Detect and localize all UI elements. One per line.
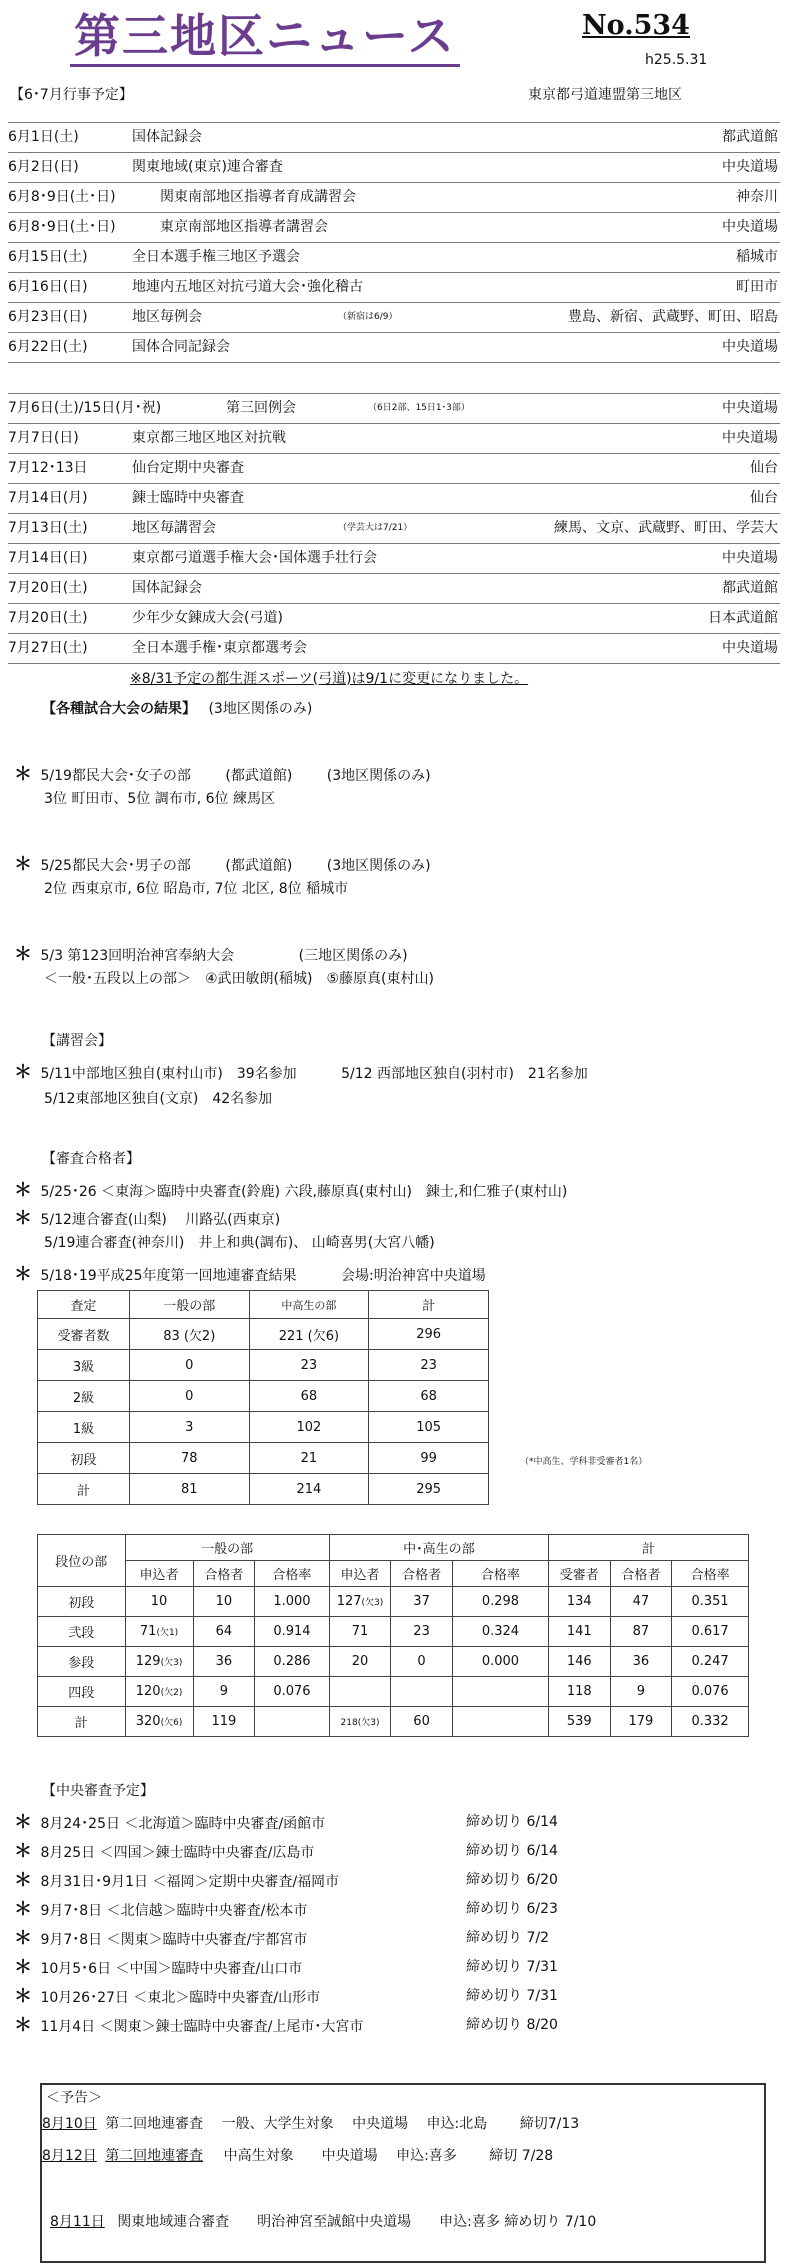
passer-line: 5/19連合審査(神奈川) 井上和典(調布)、 山崎喜男(大宮八幡): [44, 1235, 435, 1251]
bullet-asterisk-icon: ＊: [14, 944, 32, 965]
table-row: 初段 78 21 99: [38, 1443, 489, 1474]
passer-line: ＊ 5/25･26 ＜東海＞臨時中央審査(鈴鹿) 六段,藤原真(東村山) 錬士,和仁雅子(東村山): [14, 1180, 568, 1201]
bullet-asterisk-icon: ＊: [14, 1986, 32, 2007]
preview-heading: ＜予告＞: [46, 2090, 102, 2106]
preview-item: 8月10日 第二回地連審査 一般、大学生対象 中央道場 申込:北島 締切7/13: [42, 2116, 580, 2132]
bullet-asterisk-icon: ＊: [14, 1928, 32, 1949]
seminar-line: 5/12東部地区独自(文京) 42名参加: [44, 1091, 273, 1107]
exam-deadline: 締め切り 6/23: [466, 1901, 558, 1917]
schedule-section-label: 【6･7月行事予定】: [10, 87, 133, 103]
schedule-row: 7月12･13日 仙台定期中央審査 仙台: [8, 454, 780, 484]
result-item: ＊ 5/19都民大会･女子の部 (都武道館) (3地区関係のみ): [14, 764, 431, 785]
schedule-row: 6月8･9日(土･日) 東京南部地区指導者講習会 中央道場: [8, 213, 780, 243]
table-row: 2級 0 68 68: [38, 1381, 489, 1412]
exam-item: ＊ 9月7･8日 ＜北信越＞臨時中央審査/松本市: [14, 1899, 308, 1920]
issue-date: h25.5.31: [645, 52, 708, 68]
bullet-asterisk-icon: ＊: [14, 764, 32, 785]
schedule-row: 7月27日(土) 全日本選手権･東京都選考会 中央道場: [8, 634, 780, 664]
exam-item: ＊ 9月7･8日 ＜関東＞臨時中央審査/宇都宮市: [14, 1928, 308, 1949]
bullet-asterisk-icon: ＊: [14, 1062, 32, 1083]
table-row: 参段 129(欠3) 36 0.286 20 0 0.000 146 36 0.247: [38, 1647, 749, 1677]
results-heading: 【各種試合大会の結果】 (3地区関係のみ): [42, 701, 313, 717]
issue-number: No.534: [582, 10, 690, 41]
exam-deadline: 締め切り 6/14: [466, 1843, 558, 1859]
kyu-results-table: 査定 一般の部 中高生の部 計 受審者数 83 (欠2) 221 (欠6) 296 3級 0 23 23 2級 0 68 68 1級 3 102 105 初段 78 21 99 計 81 214 295: [37, 1290, 489, 1505]
preview-item: 8月11日 関東地域連合審査 明治神宮至誠館中央道場 申込:喜多 締め切り 7/10: [50, 2214, 597, 2230]
june-schedule: [8, 122, 780, 363]
result-item: ＊ 5/3 第123回明治神宮奉納大会 (三地区関係のみ): [14, 944, 408, 965]
result-item: ＊ 5/25都民大会･男子の部 (都武道館) (3地区関係のみ): [14, 854, 431, 875]
result-detail: 2位 西東京市, 6位 昭島市, 7位 北区, 8位 稲城市: [44, 881, 349, 897]
schedule-row: 7月6日(土)/15日(月･祝) 第三回例会 （6日2部、15日1･3部） 中央道場: [8, 393, 780, 424]
schedule-row: 6月1日(土) 国体記録会 都武道館: [8, 122, 780, 153]
seminars-heading: 【講習会】: [42, 1033, 112, 1049]
schedule-row: 6月15日(土) 全日本選手権三地区予選会 稲城市: [8, 243, 780, 273]
schedule-row: 7月13日(土) 地区毎講習会 （学芸大は7/21） 練馬、文京、武蔵野、町田、学芸大: [8, 514, 780, 544]
bullet-asterisk-icon: ＊: [14, 2015, 32, 2036]
exam-deadline: 締め切り 7/31: [466, 1959, 558, 1975]
dan-results-table: 段位の部 一般の部 中･高生の部 計 申込者 合格者 合格率 申込者 合格者 合格率 受審者 合格者 合格率 初段 10 10 1.000 127(欠3) 37 0.298 134 47 0.351 弐段 71(欠1) 64 0.914 71 23 0.324 141 87 0.617 参段 129(欠3) 36 0.286 20 0 0.000 146 36 0.247 四段 120(欠2) 9 0.076 118 9 0.076 計 320(欠6) 119 218(欠3) 60 539 179 0.332: [37, 1534, 749, 1737]
result-detail: 3位 町田市、5位 調布市, 6位 練馬区: [44, 791, 275, 807]
bullet-asterisk-icon: ＊: [14, 1957, 32, 1978]
exam-deadline: 締め切り 7/31: [466, 1988, 558, 2004]
table-row: 1級 3 102 105: [38, 1412, 489, 1443]
table-row: 初段 10 10 1.000 127(欠3) 37 0.298 134 47 0.351: [38, 1587, 749, 1617]
bullet-asterisk-icon: ＊: [14, 1870, 32, 1891]
exam-item: ＊ 10月5･6日 ＜中国＞臨時中央審査/山口市: [14, 1957, 303, 1978]
preview-box: [40, 2083, 766, 2263]
exam-item: ＊ 10月26･27日 ＜東北＞臨時中央審査/山形市: [14, 1986, 321, 2007]
bullet-asterisk-icon: ＊: [14, 1264, 32, 1285]
exam-item: ＊ 11月4日 ＜関東＞錬士臨時中央審査/上尾市･大宮市: [14, 2015, 364, 2036]
schedule-row: 6月23日(日) 地区毎例会 （新宿は6/9） 豊島、新宿、武蔵野、町田、昭島: [8, 303, 780, 333]
newsletter-title: 第三地区ニュース: [70, 8, 460, 67]
passers-heading: 【審査合格者】: [42, 1151, 140, 1167]
organization-name: 東京都弓道連盟第三地区: [528, 87, 682, 103]
exam-item: ＊ 8月24･25日 ＜北海道＞臨時中央審査/函館市: [14, 1812, 326, 1833]
schedule-row: 7月20日(土) 少年少女錬成大会(弓道) 日本武道館: [8, 604, 780, 634]
schedule-row: 6月8･9日(土･日) 関東南部地区指導者育成講習会 神奈川: [8, 183, 780, 213]
july-schedule: [8, 393, 780, 664]
table-row: 四段 120(欠2) 9 0.076 118 9 0.076: [38, 1677, 749, 1707]
bullet-asterisk-icon: ＊: [14, 1812, 32, 1833]
seminar-line: ＊ 5/11中部地区独自(東村山市) 39名参加 5/12 西部地区独自(羽村市) 21名参加: [14, 1062, 588, 1083]
exam-deadline: 締め切り 6/14: [466, 1814, 558, 1830]
table-row: 計 81 214 295: [38, 1474, 489, 1505]
exam-item: ＊ 8月31日･9月1日 ＜福岡＞定期中央審査/福岡市: [14, 1870, 340, 1891]
table-footnote: （*中高生、学科非受審者1名）: [520, 1457, 648, 1467]
exam-item: ＊ 8月25日 ＜四国＞錬士臨時中央審査/広島市: [14, 1841, 315, 1862]
bullet-asterisk-icon: ＊: [14, 1841, 32, 1862]
bullet-asterisk-icon: ＊: [14, 1180, 32, 1201]
result-detail: ＜一般･五段以上の部＞ ④武田敏朗(稲城) ⑤藤原真(東村山): [44, 971, 434, 987]
schedule-change-note: ※8/31予定の都生涯スポーツ(弓道)は9/1に変更になりました。: [130, 671, 529, 687]
table-row: 3級 0 23 23: [38, 1350, 489, 1381]
table-row: 弐段 71(欠1) 64 0.914 71 23 0.324 141 87 0.617: [38, 1617, 749, 1647]
passer-line: ＊ 5/12連合審査(山梨) 川路弘(西東京): [14, 1208, 281, 1229]
exam-deadline: 締め切り 6/20: [466, 1872, 558, 1888]
bullet-asterisk-icon: ＊: [14, 1208, 32, 1229]
bullet-asterisk-icon: ＊: [14, 1899, 32, 1920]
table-row: 計 320(欠6) 119 218(欠3) 60 539 179 0.332: [38, 1707, 749, 1737]
schedule-row: 6月22日(土) 国体合同記録会 中央道場: [8, 333, 780, 363]
table-row: 受審者数 83 (欠2) 221 (欠6) 296: [38, 1319, 489, 1350]
schedule-row: 7月7日(日) 東京都三地区地区対抗戦 中央道場: [8, 424, 780, 454]
schedule-row: 7月20日(土) 国体記録会 都武道館: [8, 574, 780, 604]
passer-line: ＊ 5/18･19平成25年度第一回地連審査結果 会場:明治神宮中央道場: [14, 1264, 486, 1285]
schedule-row: 7月14日(日) 東京都弓道選手権大会･国体選手壮行会 中央道場: [8, 544, 780, 574]
exam-deadline: 締め切り 7/2: [466, 1930, 549, 1946]
schedule-row: 7月14日(月) 錬士臨時中央審査 仙台: [8, 484, 780, 514]
schedule-row: 6月2日(日) 関東地域(東京)連合審査 中央道場: [8, 153, 780, 183]
central-exams-heading: 【中央審査予定】: [42, 1783, 154, 1799]
preview-item: 8月12日 第二回地連審査 中高生対象 中央道場 申込:喜多 締切 7/28: [42, 2148, 554, 2164]
exam-deadline: 締め切り 8/20: [466, 2017, 558, 2033]
bullet-asterisk-icon: ＊: [14, 854, 32, 875]
schedule-row: 6月16日(日) 地連内五地区対抗弓道大会･強化稽古 町田市: [8, 273, 780, 303]
